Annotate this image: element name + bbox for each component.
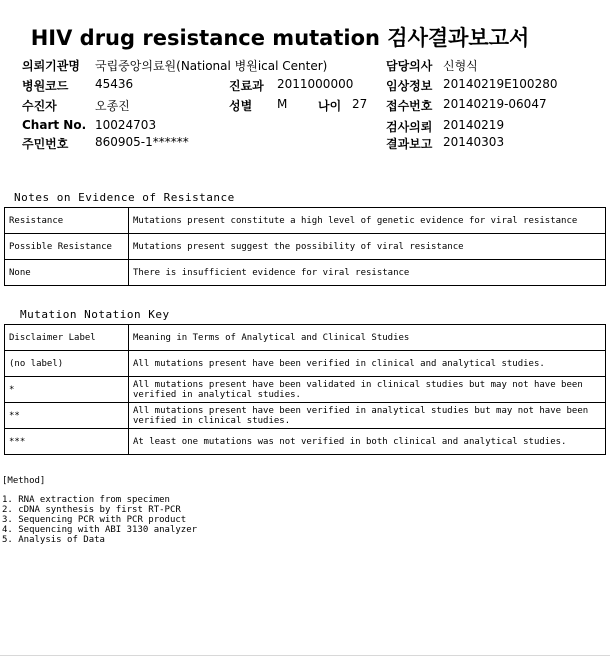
table-row — [5, 429, 606, 455]
report-date-label: 결과보고 — [386, 137, 433, 151]
evidence-label-cell: None — [5, 260, 129, 286]
method-step: 2. cDNA synthesis by first RT-PCR — [2, 505, 181, 515]
resident-no-label: 주민번호 — [22, 137, 69, 151]
request-date-value: 20140219 — [443, 118, 505, 132]
sex-value: M — [277, 97, 288, 111]
age-value: 27 — [352, 97, 368, 111]
clinical-info-value: 20140219E100280 — [443, 77, 558, 91]
hospital-code-label: 병원코드 — [22, 79, 69, 93]
doctor-label: 담당의사 — [386, 59, 433, 73]
table-row — [5, 403, 606, 429]
method-step: 1. RNA extraction from specimen — [2, 495, 170, 505]
notation-header-text: Meaning in Terms of Analytical and Clinical Studies — [129, 325, 606, 351]
notation-section-title: Mutation Notation Key — [20, 308, 170, 321]
receipt-no-label: 접수번호 — [386, 99, 433, 113]
patient-value: 오종진 — [95, 99, 130, 113]
notation-label-cell: * — [5, 377, 129, 403]
method-steps — [2, 495, 197, 545]
notation-label-cell: *** — [5, 429, 129, 455]
notation-header-label: Disclaimer Label — [5, 325, 129, 351]
report-date-value: 20140303 — [443, 135, 505, 149]
table-row — [5, 234, 606, 260]
notation-text-cell: All mutations present have been verified in clinical and analytical studies. — [129, 351, 606, 377]
evidence-text-cell: There is insufficient evidence for viral resistance — [129, 260, 606, 286]
table-row — [5, 260, 606, 286]
notation-text-cell: At least one mutations was not verified in both clinical and analytical studies. — [129, 429, 606, 455]
method-title: [Method] — [2, 476, 46, 486]
request-date-label: 검사의뢰 — [386, 120, 433, 134]
chart-no-label: Chart No. — [22, 118, 87, 132]
clinical-info-label: 임상정보 — [386, 79, 433, 93]
patient-label: 수진자 — [22, 99, 57, 113]
notation-table — [4, 324, 606, 455]
institution-value: 국립중앙의료원(National 병원ical Center) — [95, 59, 328, 73]
resident-no-value: 860905-1****** — [95, 135, 189, 149]
table-header-row — [5, 325, 606, 351]
table-row — [5, 208, 606, 234]
dept-label: 진료과 — [229, 79, 264, 93]
notation-text-cell: All mutations present have been validated in clinical studies but may not have been verified in analytical studies. — [129, 377, 606, 403]
method-step: 5. Analysis of Data — [2, 535, 105, 545]
institution-label: 의뢰기관명 — [22, 59, 80, 73]
evidence-text-cell: Mutations present constitute a high level of genetic evidence for viral resistance — [129, 208, 606, 234]
doctor-value: 신형식 — [443, 59, 478, 73]
table-row — [5, 377, 606, 403]
report-title: HIV drug resistance mutation 검사결과보고서 — [30, 26, 530, 50]
evidence-table — [4, 207, 606, 286]
method-step: 3. Sequencing PCR with PCR product — [2, 515, 187, 525]
sex-label: 성별 — [229, 99, 253, 113]
dept-value: 2011000000 — [277, 77, 354, 91]
notation-label-cell: (no label) — [5, 351, 129, 377]
evidence-section-title: Notes on Evidence of Resistance — [14, 191, 235, 204]
method-step: 4. Sequencing with ABI 3130 analyzer — [2, 525, 198, 535]
hospital-code-value: 45436 — [95, 77, 134, 91]
notation-text-cell: All mutations present have been verified in analytical studies but may not have been verified in clinical studies. — [129, 403, 606, 429]
chart-no-value: 10024703 — [95, 118, 157, 132]
notation-label-cell: ** — [5, 403, 129, 429]
evidence-label-cell: Possible Resistance — [5, 234, 129, 260]
evidence-label-cell: Resistance — [5, 208, 129, 234]
age-label: 나이 — [318, 99, 342, 113]
receipt-no-value: 20140219-06047 — [443, 97, 547, 111]
table-row — [5, 351, 606, 377]
page-divider — [0, 655, 610, 656]
evidence-text-cell: Mutations present suggest the possibility of viral resistance — [129, 234, 606, 260]
